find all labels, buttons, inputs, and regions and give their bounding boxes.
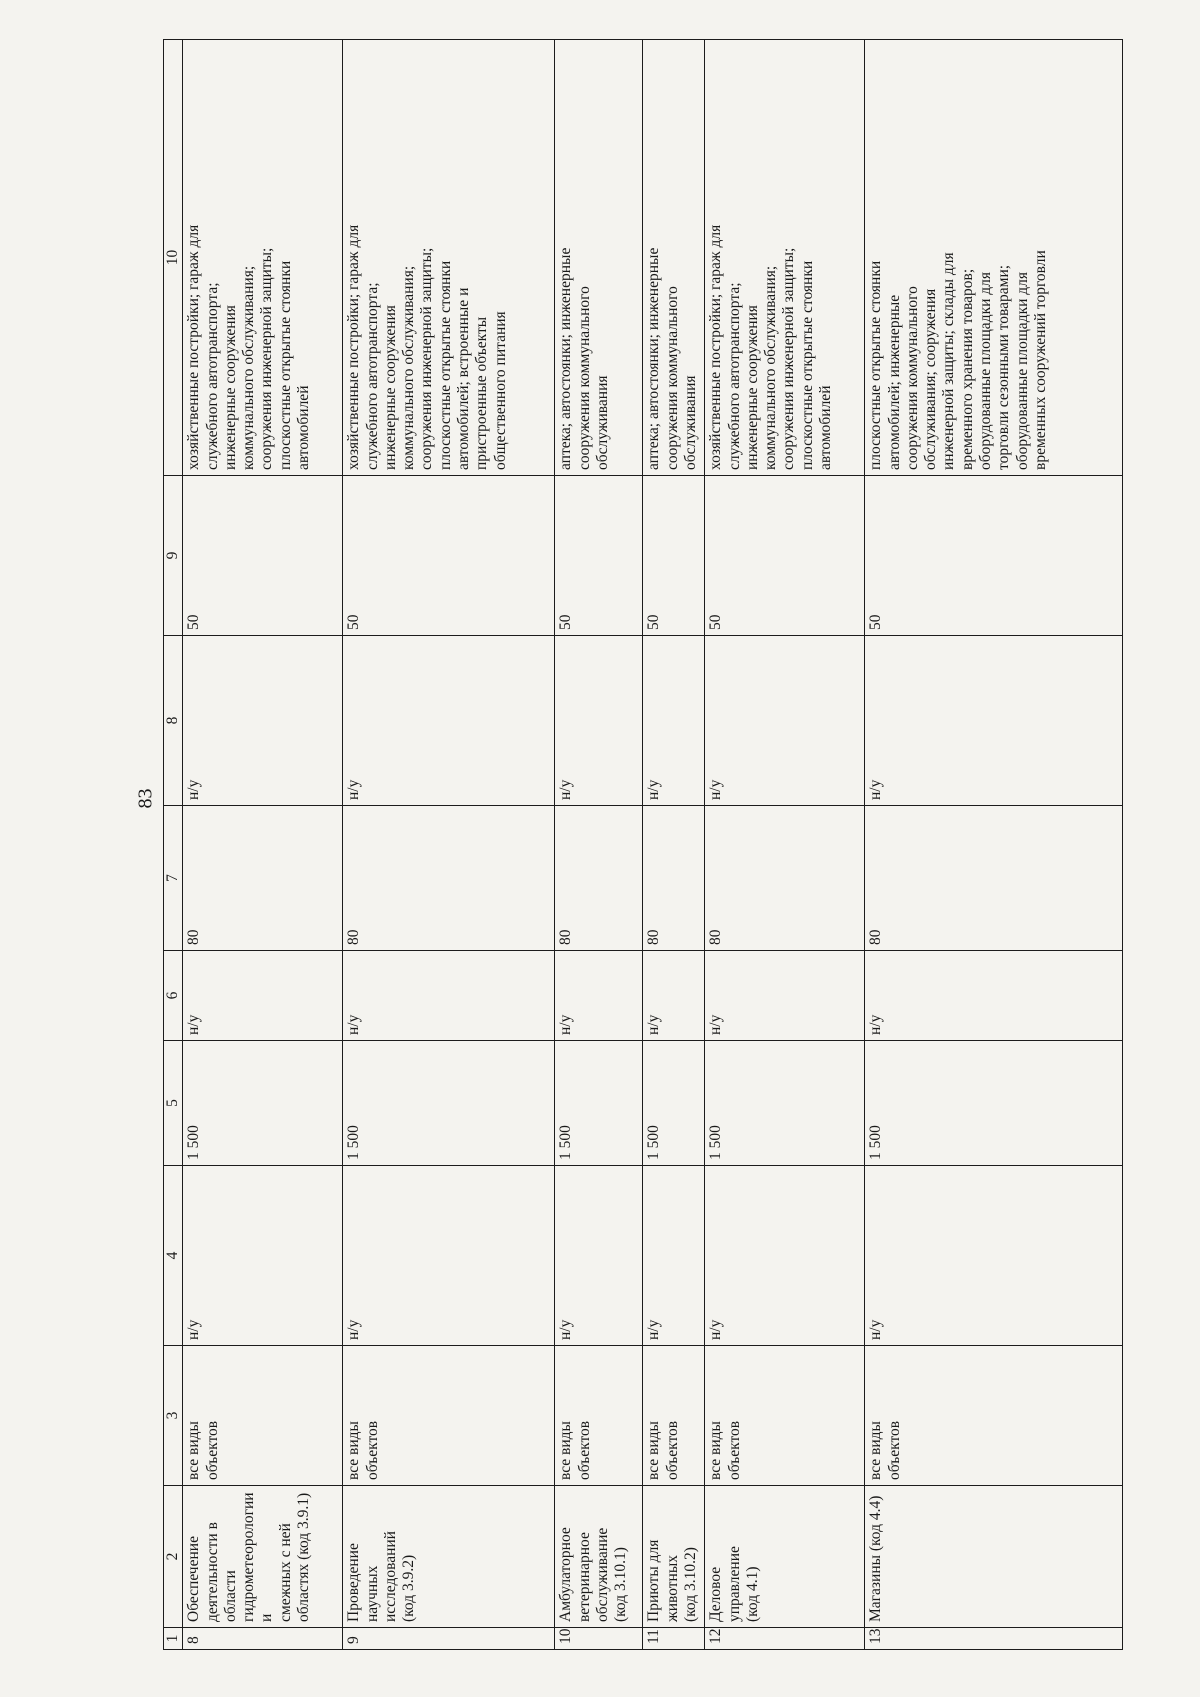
cell-col-7: 80 <box>865 806 1123 951</box>
cell-col-4: н/у <box>643 1166 705 1346</box>
cell-col-8: н/у <box>555 636 643 806</box>
cell-col-4: н/у <box>865 1166 1123 1346</box>
cell-col-9: 50 <box>183 476 343 636</box>
cell-col-9: 50 <box>555 476 643 636</box>
cell-col-9: 50 <box>705 476 865 636</box>
land-use-type: Обеспечение деятельности в области гидрометеорологии и смежных с ней областях (код 3.9.1) <box>183 1486 343 1628</box>
table-row <box>643 40 705 1650</box>
row-number: 12 <box>705 1628 865 1650</box>
object-types: все виды объектов <box>643 1346 705 1486</box>
land-use-type: Магазины (код 4.4) <box>865 1486 1123 1628</box>
land-use-type: Проведение научных исследований (код 3.9.2) <box>343 1486 555 1628</box>
header-cell-7: 7 <box>164 806 183 951</box>
cell-col-5: 1 500 <box>183 1041 343 1166</box>
header-cell-8: 8 <box>164 636 183 806</box>
row-number: 11 <box>643 1628 705 1650</box>
header-cell-1: 1 <box>164 1628 183 1650</box>
land-use-regulations-table <box>163 39 1123 1650</box>
cell-col-8: н/у <box>705 636 865 806</box>
header-cell-9: 9 <box>164 476 183 636</box>
row-number: 9 <box>343 1628 555 1650</box>
cell-col-8: н/у <box>643 636 705 806</box>
cell-col-4: н/у <box>183 1166 343 1346</box>
header-cell-2: 2 <box>164 1486 183 1628</box>
cell-col-4: н/у <box>343 1166 555 1346</box>
page-number: 83 <box>134 788 157 809</box>
cell-col-7: 80 <box>555 806 643 951</box>
cell-col-4: н/у <box>555 1166 643 1346</box>
cell-col-5: 1 500 <box>705 1041 865 1166</box>
auxiliary-uses: хозяйственные постройки; гараж для служебного автотранспорта; инженерные сооружения коммунального обслуживания; сооружения инженерной защиты; плоскостные открытые стоянки автомобилей; встроенные и пристроенные объекты общественного питания <box>343 40 555 476</box>
auxiliary-uses: хозяйственные постройки; гараж для служебного автотранспорта; инженерные сооружения коммунального обслуживания; сооружения инженерной защиты; плоскостные открытые стоянки автомобилей <box>705 40 865 476</box>
cell-col-5: 1 500 <box>865 1041 1123 1166</box>
table-row <box>183 40 343 1650</box>
cell-col-9: 50 <box>865 476 1123 636</box>
cell-col-6: н/у <box>865 951 1123 1041</box>
table-row <box>705 40 865 1650</box>
auxiliary-uses: плоскостные открытые стоянки автомобилей; инженерные сооружения коммунального обслуживания; сооружения инженерной защиты; склады для временного хранения товаров; оборудованные площадки для торговли сезонными товарами; оборудованные площадки для временных сооружений торговли <box>865 40 1123 476</box>
land-use-type: Приюты для животных (код 3.10.2) <box>643 1486 705 1628</box>
auxiliary-uses: хозяйственные постройки; гараж для служебного автотранспорта; инженерные сооружения коммунального обслуживания; сооружения инженерной защиты; плоскостные открытые стоянки автомобилей <box>183 40 343 476</box>
row-number: 13 <box>865 1628 1123 1650</box>
cell-col-8: н/у <box>343 636 555 806</box>
table-row <box>555 40 643 1650</box>
cell-col-7: 80 <box>643 806 705 951</box>
cell-col-7: 80 <box>705 806 865 951</box>
cell-col-5: 1 500 <box>343 1041 555 1166</box>
auxiliary-uses: аптека; автостоянки; инженерные сооружения коммунального обслуживания <box>555 40 643 476</box>
cell-col-8: н/у <box>183 636 343 806</box>
table-row <box>865 40 1123 1650</box>
cell-col-5: 1 500 <box>555 1041 643 1166</box>
cell-col-6: н/у <box>183 951 343 1041</box>
auxiliary-uses: аптека; автостоянки; инженерные сооружения коммунального обслуживания <box>643 40 705 476</box>
header-cell-6: 6 <box>164 951 183 1041</box>
header-cell-10: 10 <box>164 40 183 476</box>
cell-col-8: н/у <box>865 636 1123 806</box>
rotated-table-wrapper <box>163 40 1123 1650</box>
object-types: все виды объектов <box>705 1346 865 1486</box>
land-use-type: Амбулаторное ветеринарное обслуживание (код 3.10.1) <box>555 1486 643 1628</box>
object-types: все виды объектов <box>555 1346 643 1486</box>
cell-col-4: н/у <box>705 1166 865 1346</box>
cell-col-7: 80 <box>343 806 555 951</box>
land-use-type: Деловое управление (код 4.1) <box>705 1486 865 1628</box>
header-cell-4: 4 <box>164 1166 183 1346</box>
object-types: все виды объектов <box>343 1346 555 1486</box>
cell-col-5: 1 500 <box>643 1041 705 1166</box>
table-row <box>343 40 555 1650</box>
header-cell-3: 3 <box>164 1346 183 1486</box>
cell-col-7: 80 <box>183 806 343 951</box>
object-types: все виды объектов <box>183 1346 343 1486</box>
cell-col-6: н/у <box>705 951 865 1041</box>
row-number: 8 <box>183 1628 343 1650</box>
row-number: 10 <box>555 1628 643 1650</box>
cell-col-6: н/у <box>343 951 555 1041</box>
header-row <box>164 40 183 1650</box>
cell-col-9: 50 <box>343 476 555 636</box>
cell-col-6: н/у <box>643 951 705 1041</box>
cell-col-6: н/у <box>555 951 643 1041</box>
object-types: все виды объектов <box>865 1346 1123 1486</box>
header-cell-5: 5 <box>164 1041 183 1166</box>
cell-col-9: 50 <box>643 476 705 636</box>
